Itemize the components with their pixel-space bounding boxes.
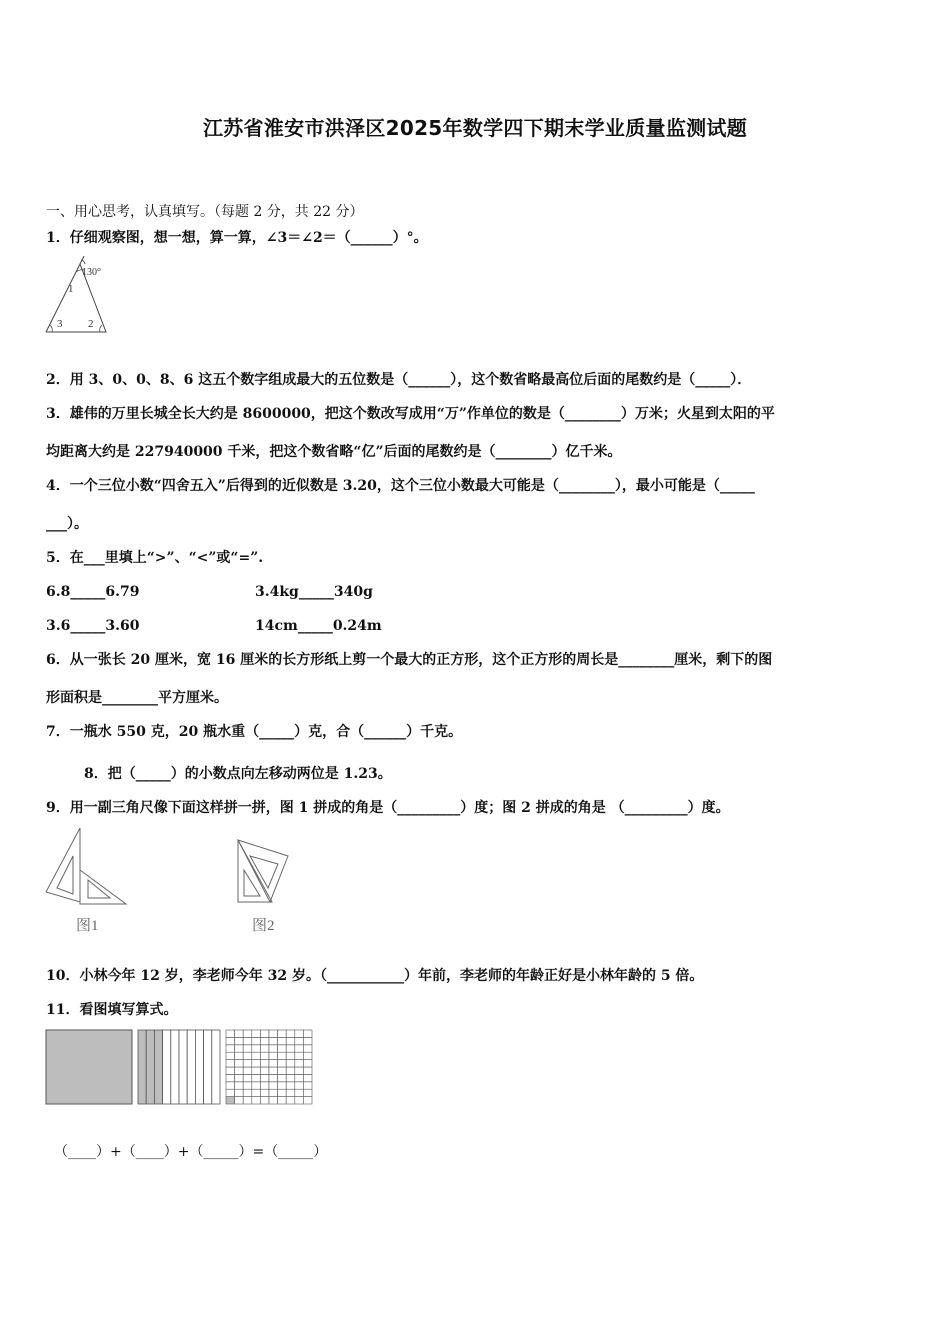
hundredth-cell (243, 1060, 252, 1067)
hundredth-cell (303, 1045, 312, 1052)
hundredth-cell (295, 1045, 304, 1052)
hundredth-cell (235, 1037, 244, 1044)
hundredth-cell (269, 1052, 278, 1059)
question-11: 11．看图填写算式。 (46, 1002, 178, 1018)
set-square-figure-1 (40, 826, 140, 938)
hundredth-cell (260, 1089, 269, 1096)
question-7: 7．一瓶水 550 克，20 瓶水重（_____）克，合（______）千克。 (46, 724, 463, 740)
hundredth-cell (235, 1060, 244, 1067)
hundredth-cell (226, 1082, 235, 1089)
hundredth-cell (235, 1045, 244, 1052)
hundredth-cell (269, 1089, 278, 1096)
hundredth-cell (278, 1067, 287, 1074)
hundredth-cell (243, 1045, 252, 1052)
hundredth-cell (278, 1097, 287, 1104)
hundredth-cell (260, 1045, 269, 1052)
question-8: 8．把（_____）的小数点向左移动两位是 1.23。 (84, 766, 392, 782)
tenth-cell (195, 1030, 203, 1104)
hundredth-cell (252, 1097, 261, 1104)
hundredth-cell (226, 1074, 235, 1081)
hundredth-cell (252, 1089, 261, 1096)
angle-1-label: 1 (68, 283, 74, 295)
hundredth-cell (295, 1067, 304, 1074)
hundredth-cell (252, 1052, 261, 1059)
hundredth-cell (243, 1089, 252, 1096)
hundredth-cell (243, 1067, 252, 1074)
hundredth-cell (260, 1097, 269, 1104)
hundredth-cell (235, 1082, 244, 1089)
hundredth-cell (260, 1082, 269, 1089)
section-heading: 一、用心思考，认真填写。（每题 2 分，共 22 分） (46, 204, 364, 220)
hundredth-cell (269, 1097, 278, 1104)
whole-square (46, 1030, 132, 1104)
question-9: 9．用一副三角尺像下面这样拼一拼，图 1 拼成的角是（_________）度；图 2 拼成的角是 （_________）度。 (46, 800, 730, 816)
hundredth-cell (260, 1060, 269, 1067)
hundredth-cell (286, 1037, 295, 1044)
hundredth-cell (295, 1030, 304, 1037)
hundredth-cell (278, 1037, 287, 1044)
hundredth-cell (226, 1097, 235, 1104)
angle-130-label: 130° (82, 267, 101, 278)
hundredth-cell (295, 1074, 304, 1081)
hundredth-cell (269, 1037, 278, 1044)
hundredth-cell (286, 1082, 295, 1089)
hundredth-cell (295, 1052, 304, 1059)
set-square-figure-2 (232, 834, 304, 938)
hundredth-cell (260, 1030, 269, 1037)
hundredth-cell (286, 1067, 295, 1074)
hundredth-cell (278, 1060, 287, 1067)
hundredth-cell (286, 1097, 295, 1104)
question-3-line-2: 均距离大约是 227940000 千米，把这个数省略“亿”后面的尾数约是（________）亿千米。 (46, 444, 622, 460)
question-6-line-1: 6．从一张长 20 厘米，宽 16 厘米的长方形纸上剪一个最大的正方形，这个正方形的周长是________厘米，剩下的图 (46, 652, 773, 668)
hundredth-cell (269, 1045, 278, 1052)
question-4-line-1: 4．一个三位小数“四舍五入”后得到的近似数是 3.20，这个三位小数最大可能是（________），最小可能是（_____ (46, 478, 755, 494)
tenths-strip (138, 1030, 220, 1104)
hundredth-cell (252, 1082, 261, 1089)
angle-3-label: 3 (57, 318, 63, 330)
hundredth-cell (295, 1082, 304, 1089)
hundredth-cell (252, 1045, 261, 1052)
tenth-cell (163, 1030, 171, 1104)
tenth-cell (204, 1030, 212, 1104)
hundredth-cell (303, 1082, 312, 1089)
hundredth-cell (252, 1060, 261, 1067)
tenth-cell (171, 1030, 179, 1104)
hundredth-cell (269, 1060, 278, 1067)
question-1: 1．仔细观察图，想一想，算一算，∠3＝∠2＝（______）°。 (46, 230, 428, 246)
hundredth-cell (243, 1037, 252, 1044)
hundredth-cell (303, 1060, 312, 1067)
hundredth-cell (295, 1060, 304, 1067)
hundredth-cell (243, 1074, 252, 1081)
hundredth-cell (269, 1030, 278, 1037)
hundredth-cell (278, 1030, 287, 1037)
question-5-item: 3.4kg_____340g (255, 584, 373, 600)
tenth-cell (187, 1030, 195, 1104)
question-6-line-2: 形面积是________平方厘米。 (46, 690, 228, 706)
question-5-item: 3.6_____3.60 (46, 618, 140, 634)
hundredth-cell (286, 1074, 295, 1081)
hundredth-cell (226, 1067, 235, 1074)
hundredth-cell (260, 1067, 269, 1074)
hundredth-cell (235, 1074, 244, 1081)
hundredth-cell (295, 1097, 304, 1104)
hundredth-cell (235, 1052, 244, 1059)
hundredth-cell (235, 1030, 244, 1037)
decimal-grid-figure (44, 1028, 316, 1106)
angle-2-label: 2 (88, 318, 94, 330)
hundredth-cell (235, 1097, 244, 1104)
hundredth-cell (295, 1037, 304, 1044)
hundredth-cell (278, 1045, 287, 1052)
hundredth-cell (286, 1060, 295, 1067)
question-5-item: 14cm_____0.24m (255, 618, 382, 634)
hundredth-cell (286, 1030, 295, 1037)
triangle-figure (40, 256, 120, 336)
hundredth-cell (260, 1037, 269, 1044)
question-4-line-2: ___）。 (46, 516, 88, 532)
tenth-cell (154, 1030, 162, 1104)
hundredth-cell (303, 1097, 312, 1104)
tenth-cell (146, 1030, 154, 1104)
hundredth-cell (295, 1089, 304, 1096)
hundredth-cell (303, 1030, 312, 1037)
hundredth-cell (269, 1074, 278, 1081)
hundredth-cell (303, 1067, 312, 1074)
hundredth-cell (226, 1045, 235, 1052)
hundredth-cell (252, 1067, 261, 1074)
question-5-item: 6.8_____6.79 (46, 584, 140, 600)
figure-1-caption: 图1 (76, 918, 99, 934)
hundredth-cell (278, 1074, 287, 1081)
hundredth-cell (226, 1089, 235, 1096)
hundredth-cell (226, 1060, 235, 1067)
hundredth-cell (269, 1082, 278, 1089)
hundredth-cell (286, 1052, 295, 1059)
hundredth-cell (303, 1089, 312, 1096)
hundredth-cell (243, 1030, 252, 1037)
hundredth-cell (278, 1089, 287, 1096)
hundredth-cell (252, 1074, 261, 1081)
hundredth-cell (260, 1052, 269, 1059)
hundredth-cell (243, 1097, 252, 1104)
page-title: 江苏省淮安市洪泽区2025年数学四下期末学业质量监测试题 (202, 116, 748, 140)
hundredth-cell (235, 1067, 244, 1074)
hundredth-cell (243, 1052, 252, 1059)
hundredth-cell (252, 1030, 261, 1037)
hundredth-cell (243, 1082, 252, 1089)
hundredth-cell (235, 1089, 244, 1096)
hundredth-cell (226, 1030, 235, 1037)
figure-2-caption: 图2 (252, 918, 275, 934)
question-2: 2．用 3、0、0、8、6 这五个数字组成最大的五位数是（______），这个数省略最高位后面的尾数约是（_____）． (46, 372, 752, 388)
hundredth-cell (226, 1037, 235, 1044)
tenth-cell (212, 1030, 220, 1104)
hundredth-cell (226, 1052, 235, 1059)
hundredth-cell (278, 1082, 287, 1089)
question-10: 10．小林今年 12 岁，李老师今年 32 岁。（___________）年前，李老师的年龄正好是小林年龄的 5 倍。 (46, 968, 704, 984)
hundredth-cell (260, 1074, 269, 1081)
hundredth-cell (269, 1067, 278, 1074)
hundredth-cell (286, 1045, 295, 1052)
hundredths-grid (226, 1030, 312, 1104)
hundredth-cell (278, 1052, 287, 1059)
hundredth-cell (303, 1074, 312, 1081)
hundredth-cell (252, 1037, 261, 1044)
question-11-formula: （____）+（____）+（_____）=（_____） (54, 1144, 328, 1160)
question-5-intro: 5．在___里填上“>”、“<”或“=”. (46, 550, 264, 566)
tenth-cell (179, 1030, 187, 1104)
question-3-line-1: 3．雄伟的万里长城全长大约是 8600000，把这个数改写成用“万”作单位的数是（________）万米；火星到太阳的平 (46, 406, 775, 422)
hundredth-cell (303, 1037, 312, 1044)
hundredth-cell (303, 1052, 312, 1059)
tenth-cell (138, 1030, 146, 1104)
hundredth-cell (286, 1089, 295, 1096)
